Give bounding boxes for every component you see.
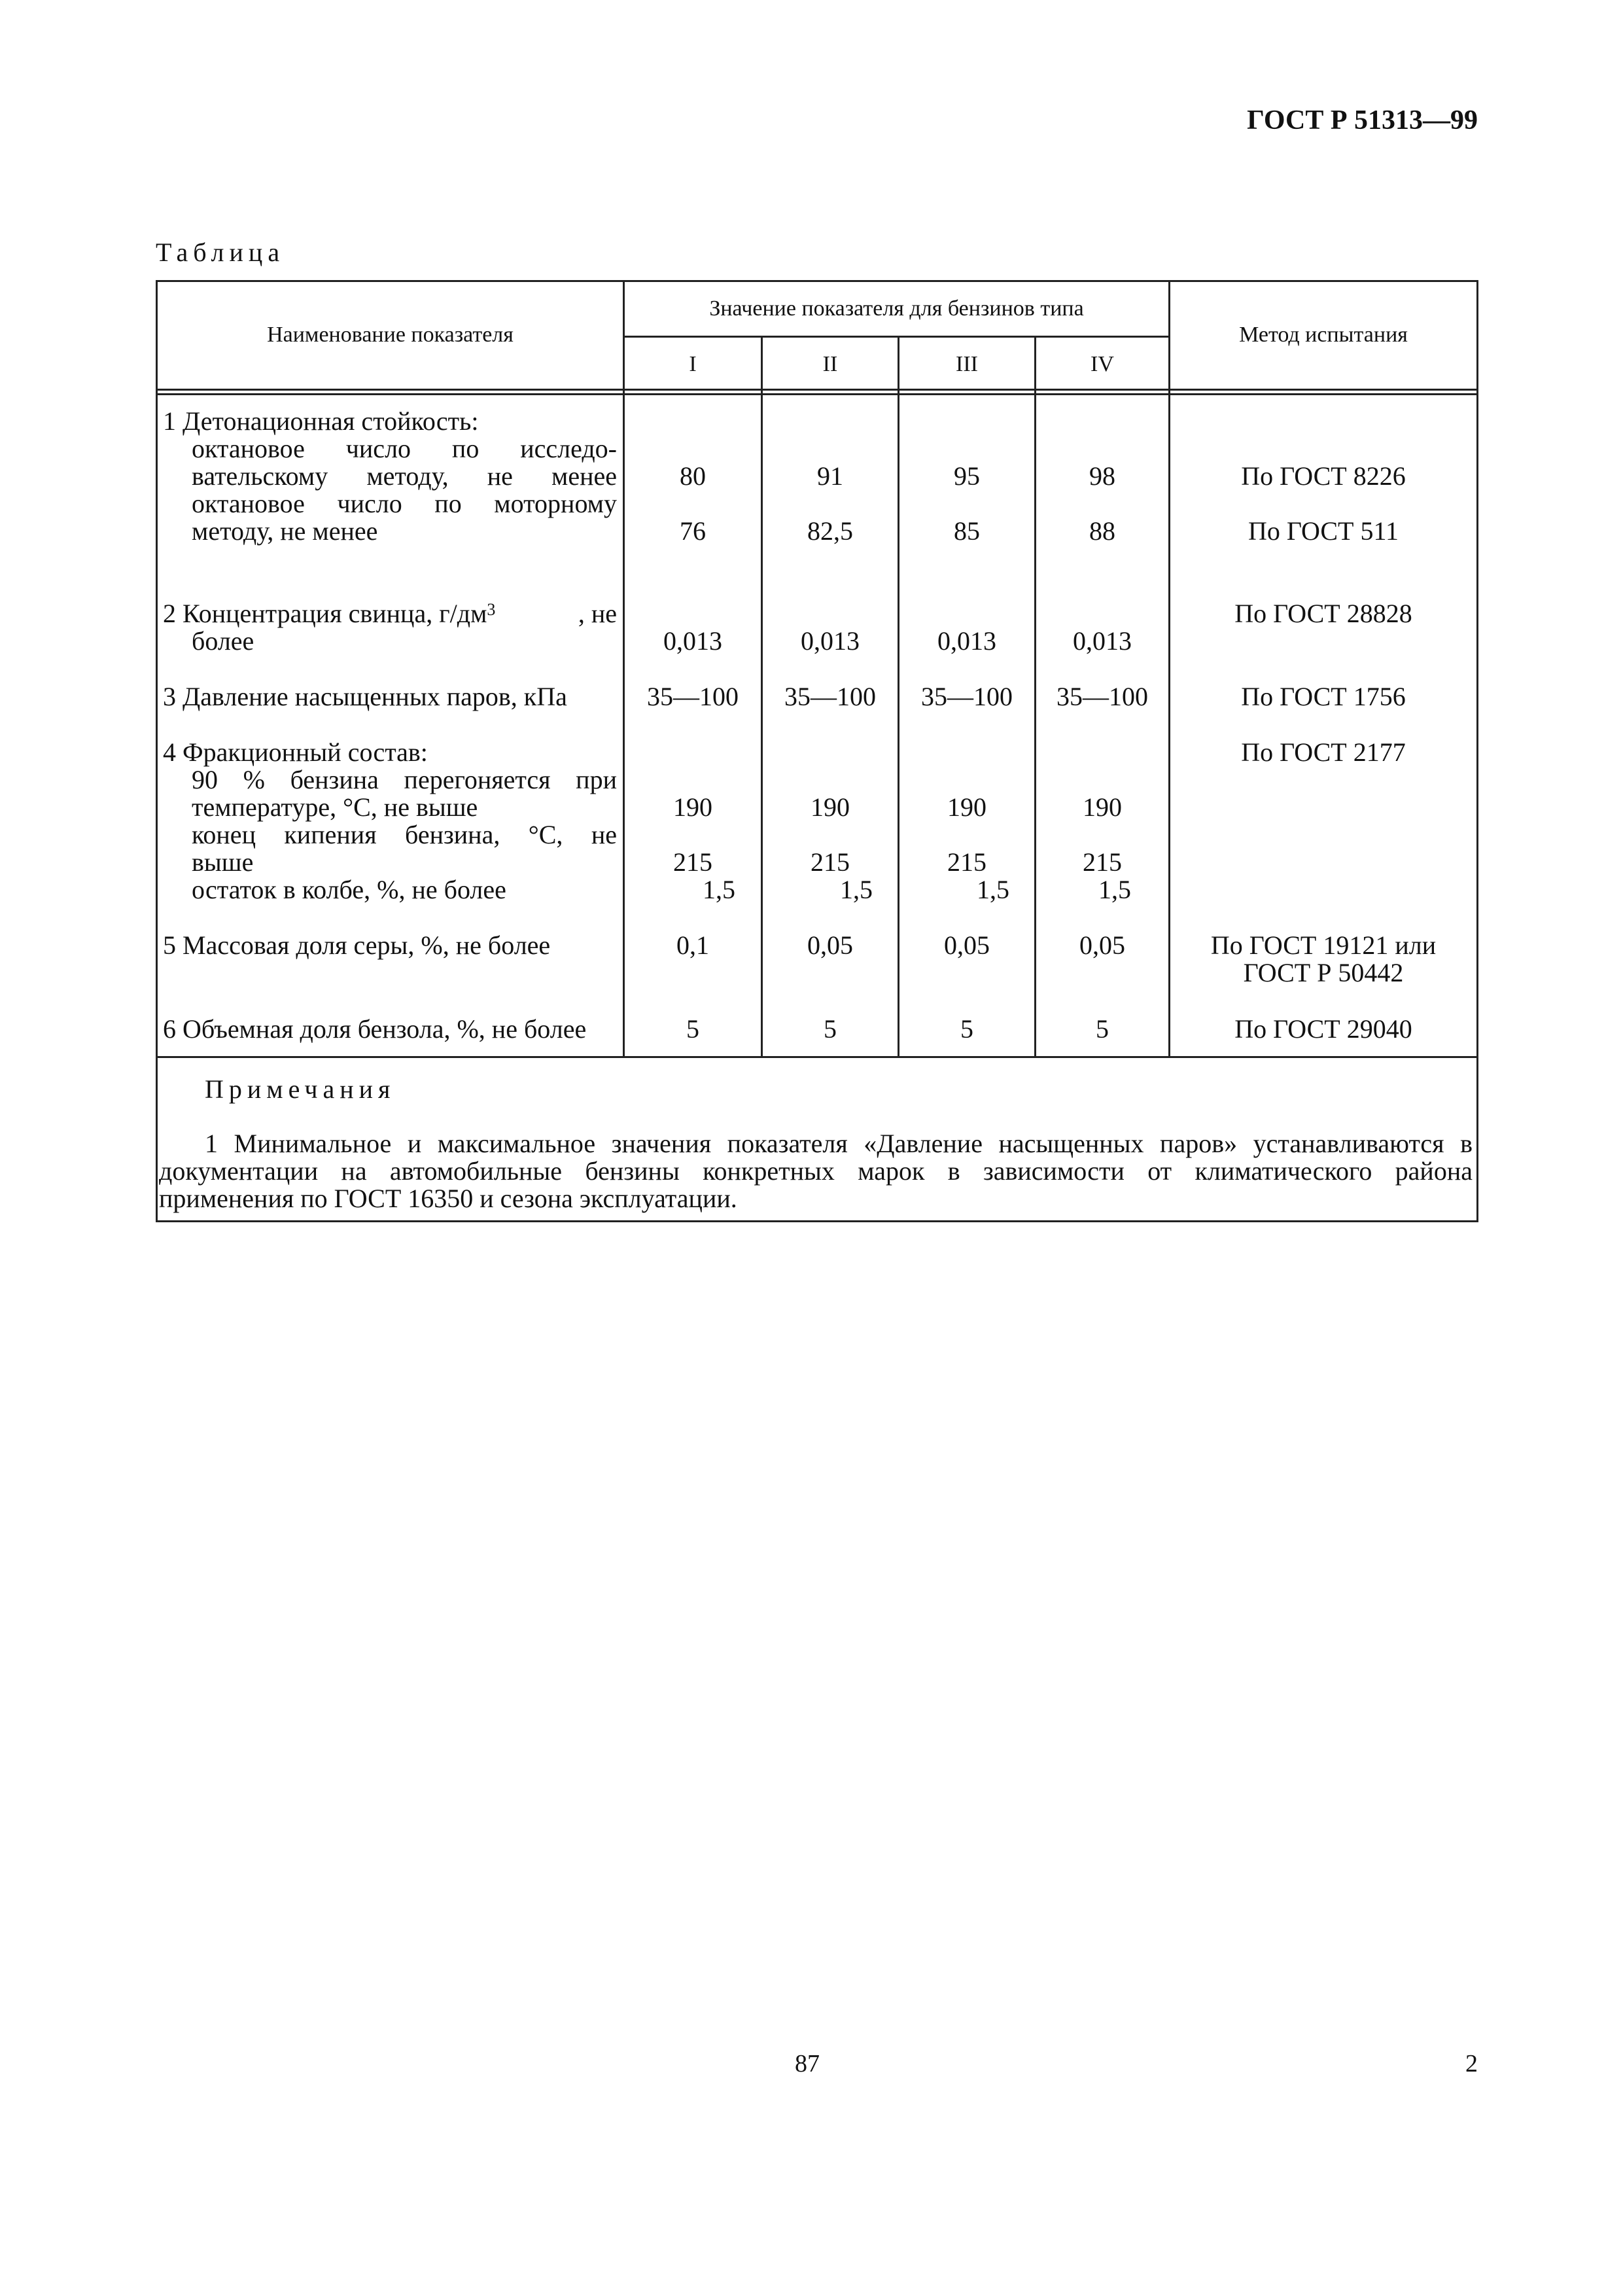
row4-a-line1: 90 % бензина перегоняется при [192,765,617,794]
row3-value-ii: 35—100 [784,682,876,711]
header-type-iii: III [956,352,978,376]
row1-b-method: По ГОСТ 511 [1248,516,1399,546]
row1-a-value-iv: 98 [1089,461,1115,491]
row5-title: 5 Массовая доля серы, %, не более [163,930,551,960]
row4-a-value-i: 190 [673,792,712,822]
row5-value-ii: 0,05 [807,930,853,960]
row4-title: 4 Фракционный состав: [163,737,428,767]
row4-b-value-iii: 215 [947,847,986,877]
row2-method: По ГОСТ 28828 [1234,599,1412,628]
row1-a-method: По ГОСТ 8226 [1241,461,1406,491]
row3-title: 3 Давление насыщенных паров, кПа [163,682,567,711]
row1-a-value-iii: 95 [954,461,980,491]
row3-value-iv: 35—100 [1056,682,1148,711]
row6-value-iii: 5 [960,1014,973,1044]
row1-b-line1: октановое число по моторному [192,489,617,518]
row1-a-value-i: 80 [680,461,706,491]
row5-value-i: 0,1 [676,930,709,960]
row2-line1 [163,600,617,627]
row4-method: По ГОСТ 2177 [1241,737,1406,767]
row1-b-value-ii: 82,5 [807,516,853,546]
row4-b-value-ii: 215 [811,847,850,877]
row4-c-line1: остаток в колбе, %, не более [192,875,506,904]
body-rule [158,1056,1476,1058]
row2-value-ii: 0,013 [801,626,860,656]
header-value-group: Значение показателя для бензинов типа [709,296,1084,321]
notes-line1: 1 Минимальное и максимальное значения показателя «Давление насыщенных паров» устанавливаются в [205,1129,1473,1158]
row3-method: По ГОСТ 1756 [1241,682,1406,711]
row5-value-iii: 0,05 [944,930,990,960]
row1-b-value-i: 76 [680,516,706,546]
table-caption: Таблица [156,238,285,267]
header-rule [158,393,1476,395]
row1-a-line2: вательскому методу, не менее [192,461,617,491]
row3-value-iii: 35—100 [921,682,1013,711]
notes-heading: Примечания [205,1074,396,1104]
header-rule [158,389,1476,391]
row6-title: 6 Объемная доля бензола, %, не более [163,1014,587,1044]
row4-a-value-iv: 190 [1083,792,1122,822]
row6-value-iv: 5 [1096,1014,1109,1044]
row1-title: 1 Детонационная стойкость: [163,406,479,436]
row2-value-iii: 0,013 [937,626,996,656]
row4-a-value-ii: 190 [811,792,850,822]
row2-title-end: , не [578,599,617,628]
row5-value-iv: 0,05 [1079,930,1125,960]
header-type-ii: II [822,352,838,376]
document-code: ГОСТ Р 51313—99 [1247,105,1478,135]
row1-a-value-ii: 91 [817,461,843,491]
row2-superscript: 3 [487,600,496,619]
header-indicator-name: Наименование показателя [267,323,514,347]
page-number: 87 [795,2050,820,2077]
header-test-method: Метод испытания [1239,323,1408,347]
notes-line2: документации на автомобильные бензины конкретных марок в зависимости от климатического района [159,1156,1473,1186]
row4-a-line2: температуре, °С, не выше [192,792,478,822]
header-type-i: I [689,352,697,376]
row2-title: 2 Концентрация свинца, г/дм [163,599,487,628]
row3-value-i: 35—100 [647,682,739,711]
row5-method-line1: По ГОСТ 19121 или [1210,930,1437,960]
row4-c-value-ii: 1,5 [840,875,873,904]
row4-b-value-iv: 215 [1083,847,1122,877]
header-type-iv: IV [1091,352,1114,376]
row4-b-line1: конец кипения бензина, °С, не [192,820,617,849]
row2-value-i: 0,013 [663,626,722,656]
row1-b-line2: методу, не менее [192,516,378,546]
row1-b-value-iv: 88 [1089,516,1115,546]
row4-a-value-iii: 190 [947,792,986,822]
row4-b-line2: выше [192,847,254,877]
notes-line3: применения по ГОСТ 16350 и сезона эксплуатации. [159,1184,737,1213]
row4-c-value-iii: 1,5 [977,875,1009,904]
sheet-number: 2 [1465,2050,1478,2077]
row4-b-value-i: 215 [673,847,712,877]
row4-c-value-iv: 1,5 [1098,875,1131,904]
row1-a-line1: октановое число по исследо- [192,434,617,463]
row2-value-iv: 0,013 [1073,626,1132,656]
row6-value-ii: 5 [824,1014,837,1044]
row5-method-line2: ГОСТ Р 50442 [1243,958,1404,987]
specifications-table [156,280,1478,1222]
row1-b-value-iii: 85 [954,516,980,546]
row6-value-i: 5 [686,1014,699,1044]
row6-method: По ГОСТ 29040 [1234,1014,1412,1044]
header-subdivider [623,336,1168,338]
row2-line2: более [192,626,254,656]
row4-c-value-i: 1,5 [703,875,735,904]
